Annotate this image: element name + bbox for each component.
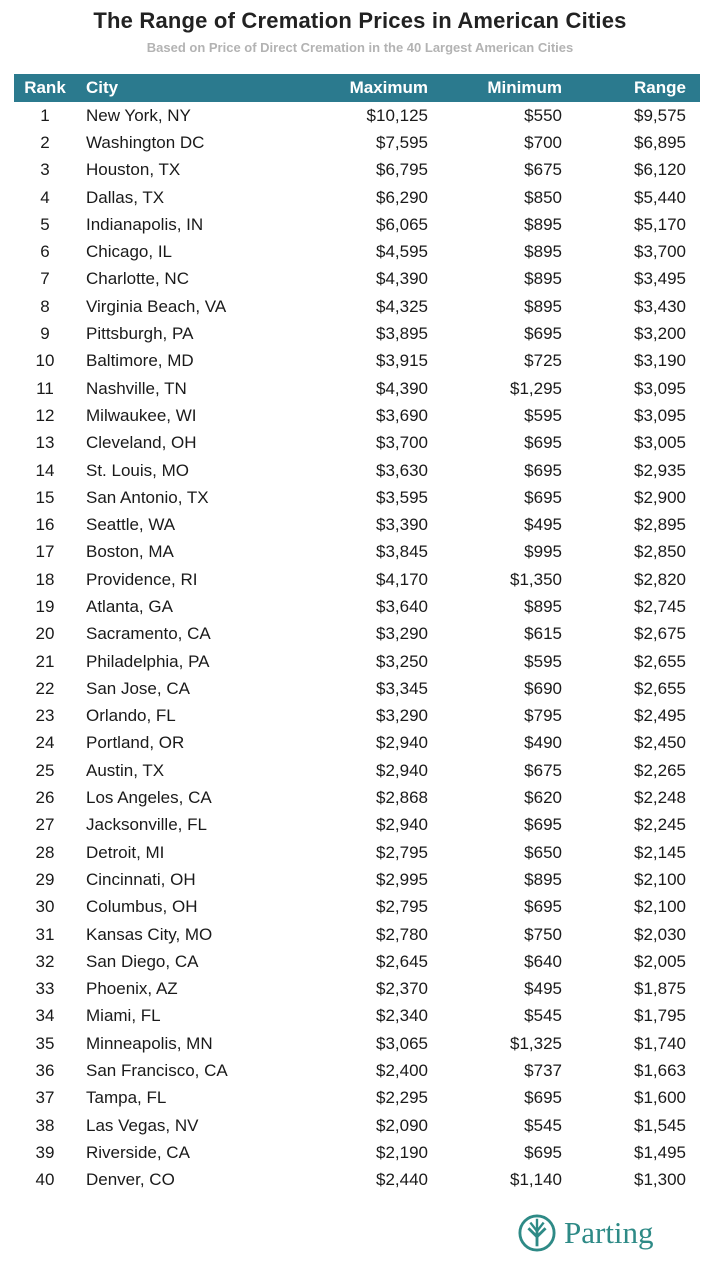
- city-cell: San Francisco, CA: [86, 1061, 228, 1081]
- city-cell: Houston, TX: [86, 160, 181, 180]
- city-cell: Denver, CO: [86, 1170, 175, 1190]
- table-row: [14, 539, 700, 566]
- range-cell: $3,495: [634, 269, 686, 289]
- minimum-cell: $995: [524, 542, 562, 562]
- minimum-cell: $695: [524, 487, 562, 507]
- rank-cell: 40: [35, 1170, 55, 1190]
- range-cell: $1,495: [634, 1142, 686, 1162]
- table-row: [14, 484, 700, 511]
- rank-cell: 12: [35, 405, 55, 425]
- maximum-cell: $2,940: [376, 760, 428, 780]
- table-row: [14, 784, 700, 811]
- range-cell: $5,440: [634, 187, 686, 207]
- city-cell: San Diego, CA: [86, 951, 199, 971]
- city-cell: St. Louis, MO: [86, 460, 189, 480]
- rank-cell: 13: [35, 433, 55, 453]
- minimum-cell: $695: [524, 324, 562, 344]
- minimum-cell: $545: [524, 1115, 562, 1135]
- minimum-cell: $640: [524, 951, 562, 971]
- rank-cell: 29: [35, 869, 55, 889]
- table-row: [14, 921, 700, 948]
- maximum-cell: $3,345: [376, 678, 428, 698]
- maximum-cell: $2,780: [376, 924, 428, 944]
- table-row: [14, 566, 700, 593]
- table-row: [14, 675, 700, 702]
- rank-cell: 11: [36, 378, 54, 398]
- rank-cell: 34: [35, 1006, 55, 1026]
- minimum-cell: $1,140: [510, 1170, 562, 1190]
- rank-cell: 8: [40, 296, 50, 316]
- maximum-cell: $2,795: [376, 842, 428, 862]
- rank-cell: 28: [35, 842, 55, 862]
- city-cell: Phoenix, AZ: [86, 979, 178, 999]
- range-cell: $9,575: [634, 105, 686, 125]
- minimum-cell: $620: [524, 788, 562, 808]
- city-cell: Jacksonville, FL: [86, 815, 207, 835]
- rank-cell: 5: [40, 214, 50, 234]
- range-cell: $2,895: [634, 515, 686, 535]
- city-cell: Philadelphia, PA: [86, 651, 210, 671]
- table-row: [14, 1030, 700, 1057]
- maximum-cell: $3,390: [376, 515, 428, 535]
- range-cell: $6,895: [634, 132, 686, 152]
- table-row: [14, 648, 700, 675]
- minimum-cell: $895: [524, 296, 562, 316]
- city-cell: Providence, RI: [86, 569, 198, 589]
- minimum-cell: $495: [524, 979, 562, 999]
- minimum-cell: $850: [524, 187, 562, 207]
- rank-cell: 10: [35, 351, 55, 371]
- rank-cell: 31: [35, 924, 55, 944]
- header-range: Range: [634, 78, 686, 97]
- table-row: [14, 1112, 700, 1139]
- maximum-cell: $2,440: [376, 1170, 428, 1190]
- table-row: [14, 266, 700, 293]
- range-cell: $2,245: [634, 815, 686, 835]
- city-cell: San Antonio, TX: [86, 487, 209, 507]
- minimum-cell: $595: [524, 405, 562, 425]
- range-cell: $2,675: [634, 624, 686, 644]
- minimum-cell: $695: [524, 815, 562, 835]
- range-cell: $5,170: [634, 214, 686, 234]
- range-cell: $2,100: [634, 897, 686, 917]
- minimum-cell: $695: [524, 1142, 562, 1162]
- maximum-cell: $3,250: [376, 651, 428, 671]
- maximum-cell: $3,845: [376, 542, 428, 562]
- maximum-cell: $3,290: [376, 624, 428, 644]
- range-cell: $3,095: [634, 378, 686, 398]
- city-cell: Indianapolis, IN: [86, 214, 204, 234]
- maximum-cell: $4,390: [376, 269, 428, 289]
- minimum-cell: $1,325: [510, 1033, 562, 1053]
- minimum-cell: $495: [524, 515, 562, 535]
- city-cell: Milwaukee, WI: [86, 405, 197, 425]
- minimum-cell: $895: [524, 596, 562, 616]
- range-cell: $2,265: [634, 760, 686, 780]
- range-cell: $2,145: [634, 842, 686, 862]
- city-cell: Baltimore, MD: [86, 351, 194, 371]
- minimum-cell: $695: [524, 897, 562, 917]
- maximum-cell: $3,700: [376, 433, 428, 453]
- table-row: [14, 621, 700, 648]
- table-row: [14, 1139, 700, 1166]
- maximum-cell: $10,125: [366, 105, 428, 125]
- city-cell: Chicago, IL: [86, 242, 172, 262]
- rank-cell: 35: [35, 1033, 55, 1053]
- minimum-cell: $737: [524, 1061, 562, 1081]
- table-row: [14, 1003, 700, 1030]
- rank-cell: 20: [35, 624, 55, 644]
- rank-cell: 24: [35, 733, 55, 753]
- maximum-cell: $3,640: [376, 596, 428, 616]
- range-cell: $1,600: [634, 1088, 686, 1108]
- minimum-cell: $545: [524, 1006, 562, 1026]
- range-cell: $2,820: [634, 569, 686, 589]
- table-row: [14, 238, 700, 265]
- maximum-cell: $4,325: [376, 296, 428, 316]
- city-cell: Minneapolis, MN: [86, 1033, 213, 1053]
- header-city: City: [86, 78, 119, 97]
- city-cell: New York, NY: [86, 105, 191, 125]
- rank-cell: 39: [35, 1142, 55, 1162]
- maximum-cell: $3,630: [376, 460, 428, 480]
- maximum-cell: $3,065: [376, 1033, 428, 1053]
- minimum-cell: $690: [524, 678, 562, 698]
- city-cell: Boston, MA: [86, 542, 174, 562]
- table-row: [14, 1057, 700, 1084]
- minimum-cell: $650: [524, 842, 562, 862]
- range-cell: $2,900: [634, 487, 686, 507]
- city-cell: Columbus, OH: [86, 897, 198, 917]
- maximum-cell: $2,940: [376, 733, 428, 753]
- table-row: [14, 839, 700, 866]
- table-row: [14, 757, 700, 784]
- table-row: [14, 976, 700, 1003]
- range-cell: $2,655: [634, 651, 686, 671]
- maximum-cell: $3,290: [376, 706, 428, 726]
- rank-cell: 27: [35, 815, 55, 835]
- city-cell: Nashville, TN: [86, 378, 187, 398]
- minimum-cell: $695: [524, 1088, 562, 1108]
- minimum-cell: $615: [524, 624, 562, 644]
- rank-cell: 22: [35, 678, 55, 698]
- table-row: [14, 102, 700, 129]
- header-maximum: Maximum: [349, 78, 428, 97]
- table-row: [14, 184, 700, 211]
- table-row: [14, 430, 700, 457]
- table-row: [14, 402, 700, 429]
- minimum-cell: $1,350: [510, 569, 562, 589]
- table-row: [14, 129, 700, 156]
- page-title: The Range of Cremation Prices in American Cities: [93, 8, 627, 33]
- minimum-cell: $895: [524, 242, 562, 262]
- table-row: [14, 730, 700, 757]
- table-row: [14, 211, 700, 238]
- rank-cell: 17: [35, 542, 55, 562]
- table-row: [14, 593, 700, 620]
- rank-cell: 6: [40, 242, 50, 262]
- minimum-cell: $750: [524, 924, 562, 944]
- minimum-cell: $695: [524, 460, 562, 480]
- maximum-cell: $7,595: [376, 132, 428, 152]
- range-cell: $2,248: [634, 788, 686, 808]
- brand-name: Parting: [564, 1215, 654, 1250]
- maximum-cell: $2,995: [376, 869, 428, 889]
- rank-cell: 19: [35, 596, 55, 616]
- minimum-cell: $490: [524, 733, 562, 753]
- range-cell: $1,875: [634, 979, 686, 999]
- table-row: [14, 293, 700, 320]
- rank-cell: 32: [35, 951, 55, 971]
- range-cell: $1,795: [634, 1006, 686, 1026]
- header-rank: Rank: [24, 78, 66, 97]
- city-cell: Miami, FL: [86, 1006, 161, 1026]
- minimum-cell: $595: [524, 651, 562, 671]
- rank-cell: 25: [35, 760, 55, 780]
- city-cell: Sacramento, CA: [86, 624, 211, 644]
- city-cell: Tampa, FL: [86, 1088, 167, 1108]
- rank-cell: 4: [40, 187, 50, 207]
- city-cell: Cincinnati, OH: [86, 869, 196, 889]
- maximum-cell: $2,868: [376, 788, 428, 808]
- range-cell: $3,200: [634, 324, 686, 344]
- rank-cell: 21: [35, 651, 55, 671]
- rank-cell: 3: [40, 160, 50, 180]
- maximum-cell: $3,895: [376, 324, 428, 344]
- header-minimum: Minimum: [487, 78, 562, 97]
- range-cell: $2,030: [634, 924, 686, 944]
- minimum-cell: $675: [524, 160, 562, 180]
- range-cell: $3,095: [634, 405, 686, 425]
- range-cell: $1,300: [634, 1170, 686, 1190]
- city-cell: Detroit, MI: [86, 842, 165, 862]
- rank-cell: 37: [35, 1088, 55, 1108]
- rank-cell: 38: [35, 1115, 55, 1135]
- minimum-cell: $725: [524, 351, 562, 371]
- minimum-cell: $795: [524, 706, 562, 726]
- maximum-cell: $2,370: [376, 979, 428, 999]
- city-cell: Seattle, WA: [86, 515, 176, 535]
- minimum-cell: $895: [524, 269, 562, 289]
- rank-cell: 16: [35, 515, 55, 535]
- city-cell: Washington DC: [86, 132, 205, 152]
- tree-icon: [518, 1214, 556, 1252]
- rank-cell: 7: [40, 269, 50, 289]
- city-cell: Atlanta, GA: [86, 596, 173, 616]
- table-row: [14, 157, 700, 184]
- table-row: [14, 812, 700, 839]
- table-row: [14, 866, 700, 893]
- table-row: [14, 320, 700, 347]
- rank-cell: 26: [35, 788, 55, 808]
- maximum-cell: $6,795: [376, 160, 428, 180]
- range-cell: $2,100: [634, 869, 686, 889]
- city-cell: Pittsburgh, PA: [86, 324, 194, 344]
- maximum-cell: $2,400: [376, 1061, 428, 1081]
- maximum-cell: $4,595: [376, 242, 428, 262]
- table-row: [14, 511, 700, 538]
- range-cell: $3,430: [634, 296, 686, 316]
- range-cell: $2,850: [634, 542, 686, 562]
- maximum-cell: $2,795: [376, 897, 428, 917]
- table-row: [14, 894, 700, 921]
- maximum-cell: $3,915: [376, 351, 428, 371]
- city-cell: Virginia Beach, VA: [86, 296, 227, 316]
- minimum-cell: $550: [524, 105, 562, 125]
- range-cell: $1,663: [634, 1061, 686, 1081]
- range-cell: $1,545: [634, 1115, 686, 1135]
- price-table: [14, 74, 700, 1194]
- table-header: [14, 74, 700, 102]
- maximum-cell: $4,390: [376, 378, 428, 398]
- range-cell: $3,190: [634, 351, 686, 371]
- city-cell: Charlotte, NC: [86, 269, 189, 289]
- range-cell: $2,005: [634, 951, 686, 971]
- table-row: [14, 1167, 700, 1194]
- minimum-cell: $695: [524, 433, 562, 453]
- city-cell: San Jose, CA: [86, 678, 190, 698]
- rank-cell: 15: [35, 487, 55, 507]
- maximum-cell: $2,340: [376, 1006, 428, 1026]
- city-cell: Kansas City, MO: [86, 924, 213, 944]
- maximum-cell: $3,690: [376, 405, 428, 425]
- city-cell: Dallas, TX: [86, 187, 165, 207]
- table-row: [14, 948, 700, 975]
- table-row: [14, 703, 700, 730]
- maximum-cell: $6,290: [376, 187, 428, 207]
- minimum-cell: $675: [524, 760, 562, 780]
- minimum-cell: $1,295: [510, 378, 562, 398]
- range-cell: $2,450: [634, 733, 686, 753]
- maximum-cell: $2,295: [376, 1088, 428, 1108]
- range-cell: $2,935: [634, 460, 686, 480]
- maximum-cell: $4,170: [376, 569, 428, 589]
- city-cell: Orlando, FL: [86, 706, 176, 726]
- range-cell: $3,005: [634, 433, 686, 453]
- maximum-cell: $2,645: [376, 951, 428, 971]
- range-cell: $2,655: [634, 678, 686, 698]
- rank-cell: 30: [35, 897, 55, 917]
- range-cell: $2,745: [634, 596, 686, 616]
- rank-cell: 33: [35, 979, 55, 999]
- range-cell: $6,120: [634, 160, 686, 180]
- table-body: [14, 102, 700, 1194]
- city-cell: Riverside, CA: [86, 1142, 190, 1162]
- minimum-cell: $895: [524, 869, 562, 889]
- range-cell: $2,495: [634, 706, 686, 726]
- rank-cell: 2: [40, 132, 50, 152]
- city-cell: Las Vegas, NV: [86, 1115, 199, 1135]
- range-cell: $3,700: [634, 242, 686, 262]
- rank-cell: 18: [35, 569, 55, 589]
- maximum-cell: $2,940: [376, 815, 428, 835]
- page-subtitle: Based on Price of Direct Cremation in the 40 Largest American Cities: [146, 40, 574, 55]
- table-row: [14, 1085, 700, 1112]
- city-cell: Cleveland, OH: [86, 433, 197, 453]
- minimum-cell: $700: [524, 132, 562, 152]
- table-row: [14, 375, 700, 402]
- city-cell: Los Angeles, CA: [86, 788, 212, 808]
- city-cell: Portland, OR: [86, 733, 185, 753]
- rank-cell: 23: [35, 706, 55, 726]
- rank-cell: 14: [35, 460, 55, 480]
- rank-cell: 36: [35, 1061, 55, 1081]
- rank-cell: 9: [40, 324, 50, 344]
- rank-cell: 1: [40, 105, 50, 125]
- table-row: [14, 457, 700, 484]
- maximum-cell: $2,190: [376, 1142, 428, 1162]
- maximum-cell: $2,090: [376, 1115, 428, 1135]
- minimum-cell: $895: [524, 214, 562, 234]
- range-cell: $1,740: [634, 1033, 686, 1053]
- city-cell: Austin, TX: [86, 760, 165, 780]
- maximum-cell: $3,595: [376, 487, 428, 507]
- table-row: [14, 348, 700, 375]
- maximum-cell: $6,065: [376, 214, 428, 234]
- brand-logo: [518, 1214, 654, 1252]
